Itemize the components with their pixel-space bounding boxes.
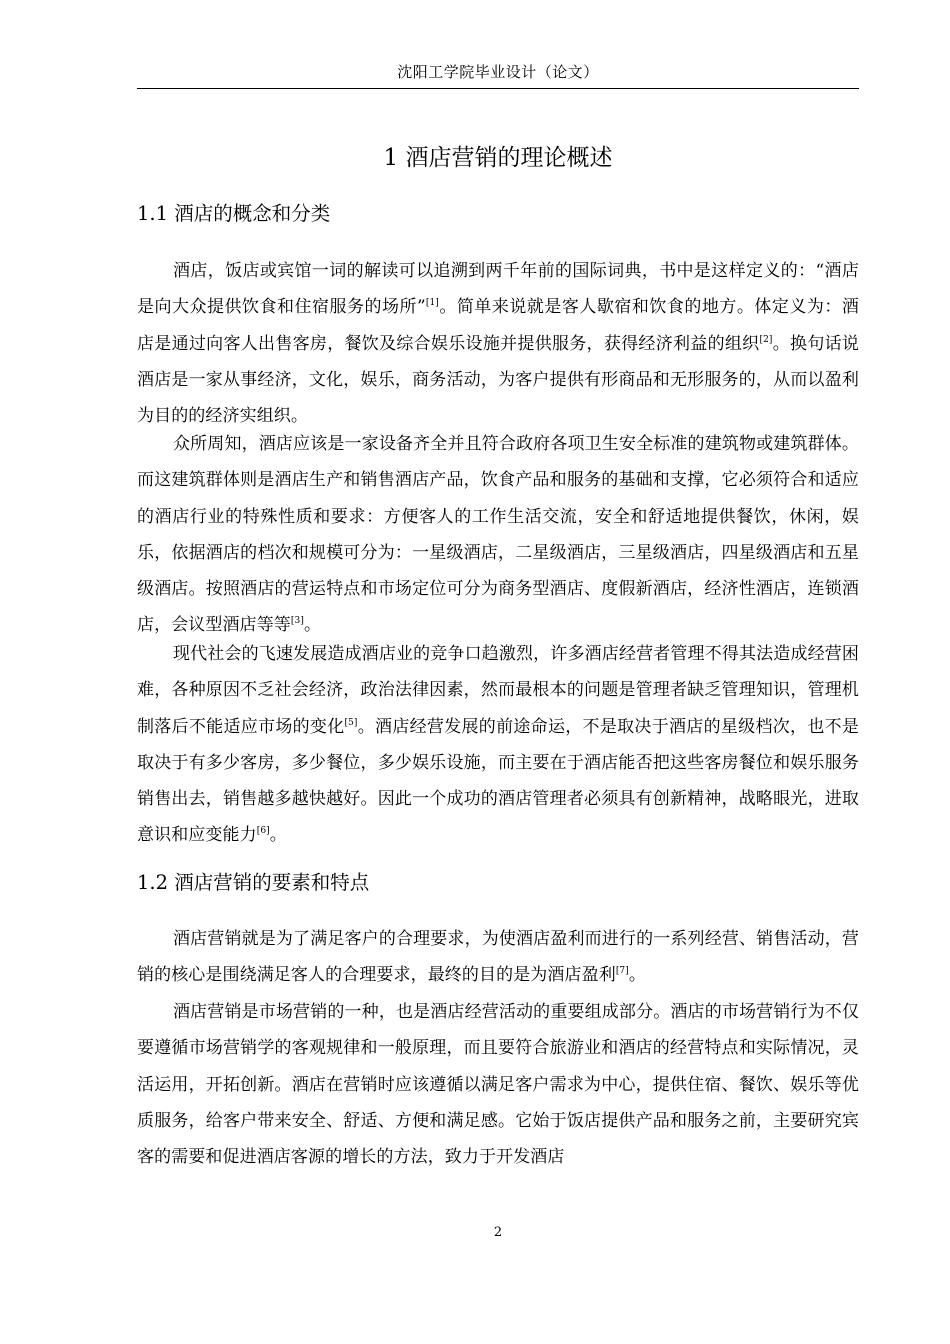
paragraph-text: 酒店营销是市场营销的一种，也是酒店经营活动的重要组成部分。酒店的市场营销行为不仅要遵循市场营销学的客观规律和一般原理，而且要符合旅游业和酒店的经营特点和实际情况，灵活运用，开拓创新。酒店在营销时应该遵循以满足客户需求为中心，提供住宿、餐饮、娱乐等优质服务，给客户带来安全、舒适、方便和满足感。它始于饭店提供产品和服务之前，主要研究宾客的需要和促进酒店客源的增长的方法，致力于开发酒店 xyxy=(137,1002,859,1168)
citation-marker: [1] xyxy=(425,298,439,309)
paragraph-text: 。 xyxy=(303,615,322,636)
citation-marker: [6] xyxy=(256,826,270,837)
paragraph-text: 。 xyxy=(628,965,646,986)
section-title-1-2: 1.2 酒店营销的要素和特点 xyxy=(137,871,370,894)
paragraph-text: 酒店营销就是为了满足客户的合理要求，为使酒店盈利而进行的一系列经营、销售活动，营销的核心是围绕满足客人的合理要求，最终的目的是为酒店盈利 xyxy=(137,929,859,986)
paragraph-text: 。换句话说酒店是一家从事经济，文化，娱乐，商务活动，为客户提供有形商品和无形服务的，从而以盈利为目的的经济实组织。 xyxy=(137,333,860,427)
citation-marker: [2] xyxy=(759,334,773,345)
paragraph-text: 。简单来说就是客人歇宿和饮食的地方。体定义为：酒店是通过向客人出售客房，餐饮及综合娱乐设施并提供服务，获得经济利益的组织 xyxy=(137,297,860,354)
paragraph xyxy=(137,636,859,854)
running-header: 沈阳工学院毕业设计（论文） xyxy=(397,63,599,81)
paragraph xyxy=(137,994,859,1175)
paragraph xyxy=(137,426,859,644)
paragraph-text: 现代社会的飞速发展造成酒店业的竞争口趋激烈，许多酒店经营者管理不得其法造成经营困难，各种原因不乏社会经济，政治法律因素，然而最根本的问题是管理者缺乏管理知识，管理机制落后不能适应市场的变化 xyxy=(137,644,859,737)
citation-marker: [7] xyxy=(615,966,629,977)
paragraph-text: 众所周知，酒店应该是一家设备齐全并且符合政府各项卫生安全标准的建筑物或建筑群体。而这建筑群体则是酒店生产和销售酒店产品，饮食产品和服务的基础和支撑，它必须符合和适应的酒店行业的特殊性质和要求：方便客人的工作生活交流，安全和舒适地提供餐饮，休闲，娱乐，依据酒店的档次和规模可分为：一星级酒店，二星级酒店，三星级酒店，四星级酒店和五星级酒店。按照酒店的营运特点和市场定位可分为商务型酒店、度假新酒店，经济性酒店，连锁酒店，会议型酒店等等 xyxy=(137,434,859,636)
paragraph-text: 。 xyxy=(269,825,287,846)
chapter-title: 1 酒店营销的理论概述 xyxy=(383,145,613,171)
header-rule xyxy=(137,88,859,89)
paragraph-text: 。酒店经营发展的前途命运，不是取决于酒店的星级档次，也不是取决于有多少客房，多少餐位，多少娱乐设施，而主要在于酒店能否把这些客房餐位和娱乐服务销售出去，销售越多越快越好。因此一个成功的酒店管理者必须具有创新精神，战略眼光，进取意识和应变能力 xyxy=(137,716,859,846)
section-title-1-1: 1.1 酒店的概念和分类 xyxy=(137,202,331,225)
paragraph-text: 酒店，饭店或宾馆一词的解读可以追溯到两千年前的国际词典，书中是这样定义的：“酒店是向大众提供饮食和住宿服务的场所” xyxy=(137,261,859,318)
page-number: 2 xyxy=(493,1225,503,1240)
citation-marker: [3] xyxy=(290,616,304,627)
citation-marker: [5] xyxy=(344,717,358,728)
paragraph xyxy=(137,253,859,434)
paragraph xyxy=(137,921,859,994)
